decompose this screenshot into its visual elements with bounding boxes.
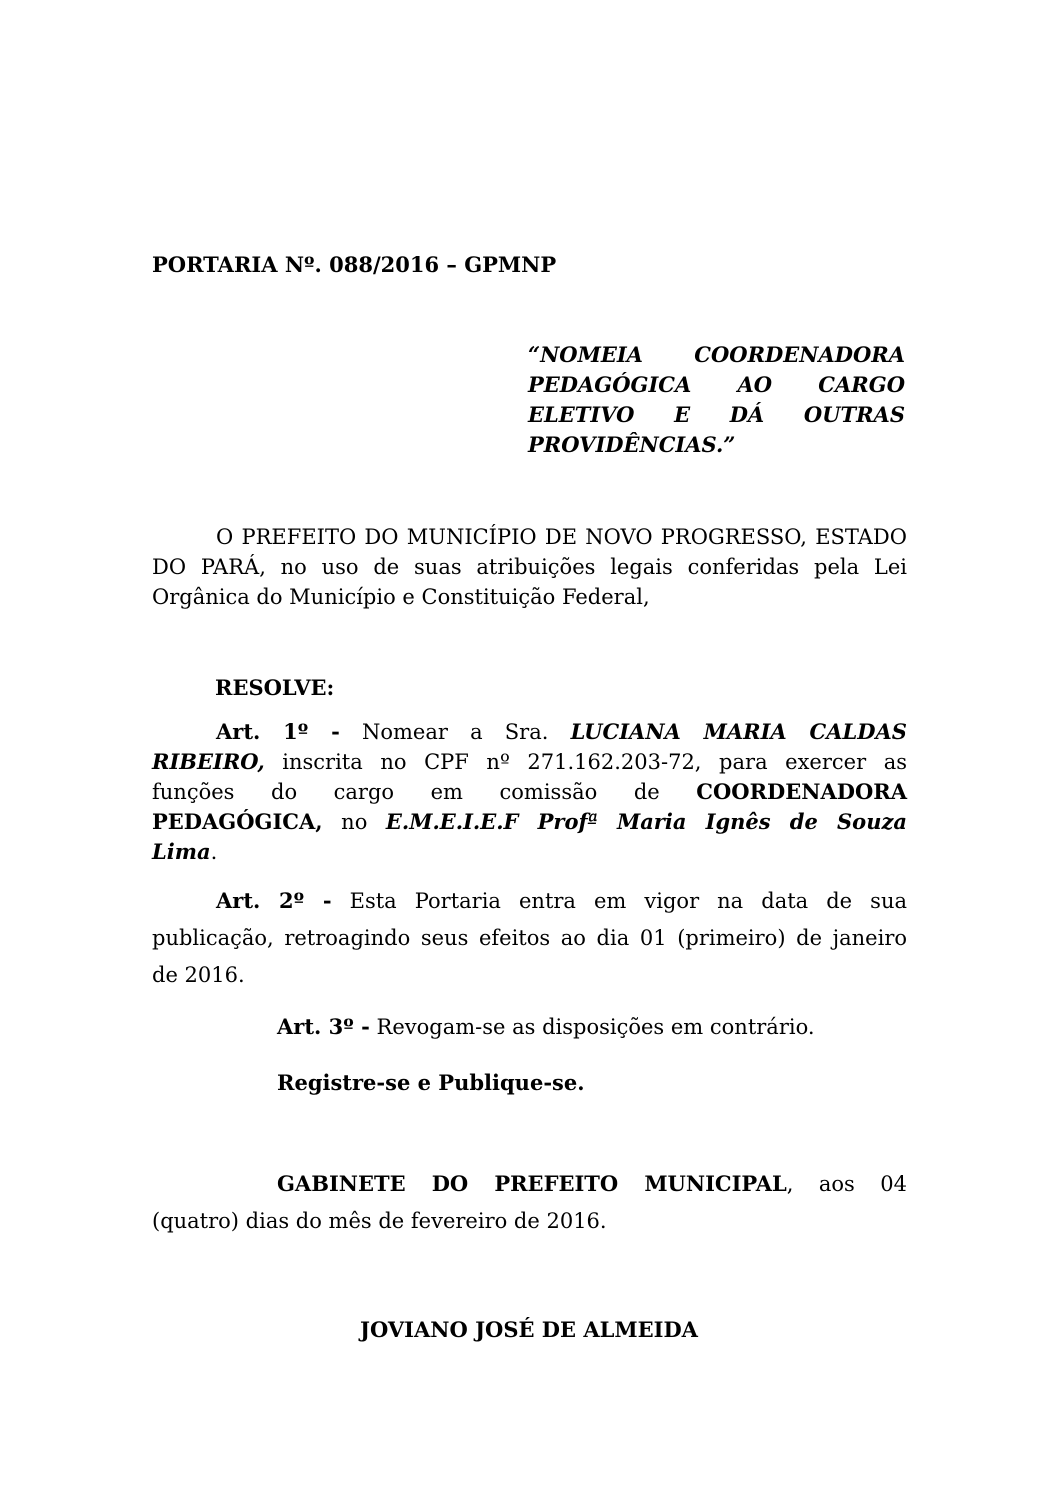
role-title-cont: PEDAGÓGICA, xyxy=(152,809,323,834)
signer-name-text: JOVIANO JOSÉ DE ALMEIDA xyxy=(360,1317,698,1342)
article-1-line xyxy=(152,747,907,777)
ementa-line: “NOMEIA COORDENADORA xyxy=(528,342,905,367)
preamble-line: O PREFEITO DO MUNICÍPIO DE NOVO PROGRESSO, ESTADO xyxy=(216,525,907,549)
resolve-label: RESOLVE: xyxy=(215,675,335,700)
gabinete-label: GABINETE DO PREFEITO MUNICIPAL xyxy=(277,1171,787,1196)
article-2-text: Esta Portaria entra em vigor na data de sua xyxy=(331,889,907,913)
article-2-line: de 2016. xyxy=(152,963,245,987)
ementa-line: PEDAGÓGICA AO CARGO xyxy=(528,372,905,397)
article-3-label: Art. 3º - xyxy=(277,1014,370,1039)
closing-formula: Registre-se e Publique-se. xyxy=(277,1070,585,1095)
article-1-label: Art. 1º - xyxy=(216,719,340,744)
ementa xyxy=(528,340,905,460)
article-1-text: no xyxy=(322,810,386,834)
school-name: E.M.E.I.E.F Profª Maria Ignês de Souza xyxy=(385,809,907,834)
article-1-line xyxy=(152,717,907,747)
article-2-label: Art. 2º - xyxy=(216,888,332,913)
gabinete-date xyxy=(152,1165,907,1240)
gabinete-text: , aos 04 xyxy=(786,1172,908,1196)
signer-name xyxy=(0,1315,1058,1345)
appointee-name-cont: RIBEIRO, xyxy=(152,749,265,774)
article-2-line: publicação, retroagindo seus efeitos ao dia 01 (primeiro) de janeiro xyxy=(152,926,907,950)
article-1-text: . xyxy=(210,840,218,864)
article-2 xyxy=(152,882,907,994)
role-title: COORDENADORA xyxy=(696,779,907,804)
ementa-line: PROVIDÊNCIAS.” xyxy=(528,432,736,457)
preamble-line: Orgânica do Município e Constituição Federal, xyxy=(152,585,650,609)
article-1-text: Nomear a Sra. xyxy=(339,720,571,744)
article-1-line xyxy=(152,777,907,807)
article-1-line xyxy=(152,837,907,867)
gabinete-line xyxy=(152,1165,907,1203)
school-name-cont: Lima xyxy=(152,839,211,864)
preamble xyxy=(152,522,907,612)
ementa-line: ELETIVO E DÁ OUTRAS xyxy=(528,402,905,427)
article-3-text: Revogam-se as disposições em contrário. xyxy=(369,1015,815,1039)
article-1-line xyxy=(152,807,907,837)
document-title: PORTARIA Nº. 088/2016 – GPMNP xyxy=(152,252,557,277)
article-1 xyxy=(152,717,907,867)
gabinete-line: (quatro) dias do mês de fevereiro de 2016. xyxy=(152,1209,607,1233)
article-1-text: funções do cargo em comissão de xyxy=(152,780,697,804)
preamble-line: DO PARÁ, no uso de suas atribuições legais conferidas pela Lei xyxy=(152,555,907,579)
appointee-name: LUCIANA MARIA CALDAS xyxy=(570,719,907,744)
article-2-line xyxy=(152,882,907,920)
article-1-text: inscrita no CPF nº 271.162.203-72, para exercer as xyxy=(264,750,907,774)
article-3 xyxy=(277,1012,815,1042)
